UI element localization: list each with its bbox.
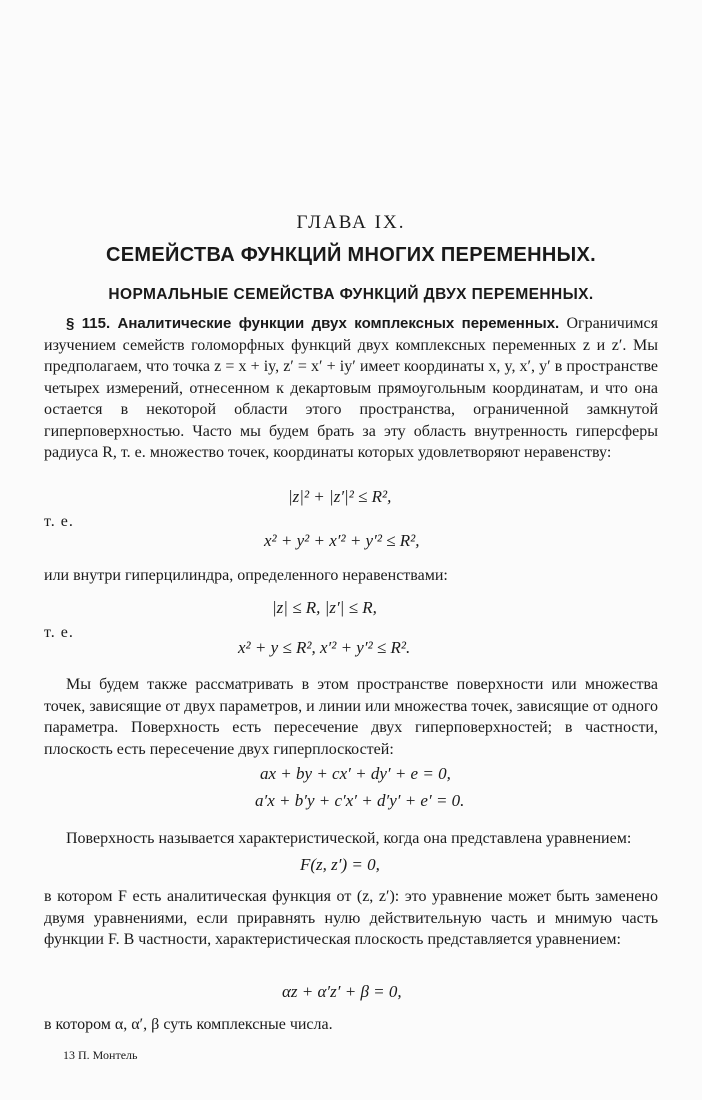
formula-hyperplane-1: ax + by + cx′ + dy′ + e = 0,	[260, 764, 451, 783]
paragraph-2	[44, 565, 658, 587]
paragraph-6-text: в котором α, α′, β суть комплексные числа.	[44, 1016, 333, 1033]
chapter-subtitle: НОРМАЛЬНЫЕ СЕМЕЙСТВА ФУНКЦИЙ ДВУХ ПЕРЕМЕННЫХ.	[108, 286, 594, 303]
formula-characteristic-surface: F(z, z′) = 0,	[300, 855, 380, 874]
te-label-1: т. е.	[44, 513, 74, 530]
section-heading: § 115. Аналитические функции двух комплексных переменных.	[66, 315, 560, 332]
paragraph-6	[44, 1014, 658, 1036]
paragraph-3-text: Мы будем также рассматривать в этом пространстве поверхности или множества точек, зависящие от двух параметров, и линии или множества точек, зависящие от одного параметра. Поверхность есть пересечение двух гиперповерхностей; в частности, плоскость есть пересечение двух гиперплоскостей:	[44, 676, 658, 758]
paragraph-4	[44, 828, 658, 850]
formula-hypersphere: |z|² + |z′|² ≤ R²,	[288, 487, 392, 506]
paragraph-3	[44, 674, 658, 760]
formula-characteristic-plane: αz + α′z′ + β = 0,	[282, 982, 402, 1001]
paragraph-1-text: Ограничимся изучением семейств голоморфных функций двух комплексных переменных z и z′. Мы предполагаем, что точка z = x + iy, z′ = x′ + iy′ имеет координаты x, y, x′, y′ в пространстве четырех измерений, отнесенном к декартовым прямоугольным координатам, и что она остается в некоторой области этого пространства, ограниченной замкнутой гиперповерхностью. Часто мы будем брать за эту область внутренность гиперсферы радиуса R, т. е. множество точек, координаты которых удовлетворяют неравенству:	[44, 315, 658, 461]
chapter-number: ГЛАВА IX.	[296, 212, 406, 233]
paragraph-5-text: в котором F есть аналитическая функция от (z, z′): это уравнение может быть заменено двумя уравнениями, если приравнять нулю действительную часть и мнимую часть функции F. В частности, характеристическая плоскость представляется уравнением:	[44, 888, 658, 948]
formula-hypercylinder: |z| ≤ R, |z′| ≤ R,	[272, 598, 377, 617]
page-footer: 13 П. Монтель	[63, 1048, 138, 1062]
paragraph-2-text: или внутри гиперцилиндра, определенного неравенствами:	[44, 567, 448, 584]
paragraph-5	[44, 886, 658, 951]
formula-hyperplane-2: a′x + b′y + c′x′ + d′y′ + e′ = 0.	[255, 791, 465, 810]
paragraph-4-text: Поверхность называется характеристической, когда она представлена уравнением:	[66, 830, 632, 847]
formula-hypersphere-coords: x² + y² + x′² + y′² ≤ R²,	[264, 531, 420, 550]
paragraph-1	[44, 313, 658, 464]
chapter-title: СЕМЕЙСТВА ФУНКЦИЙ МНОГИХ ПЕРЕМЕННЫХ.	[106, 244, 596, 266]
te-label-2: т. е.	[44, 624, 74, 641]
formula-hypercylinder-coords: x² + y ≤ R², x′² + y′² ≤ R².	[238, 638, 411, 657]
